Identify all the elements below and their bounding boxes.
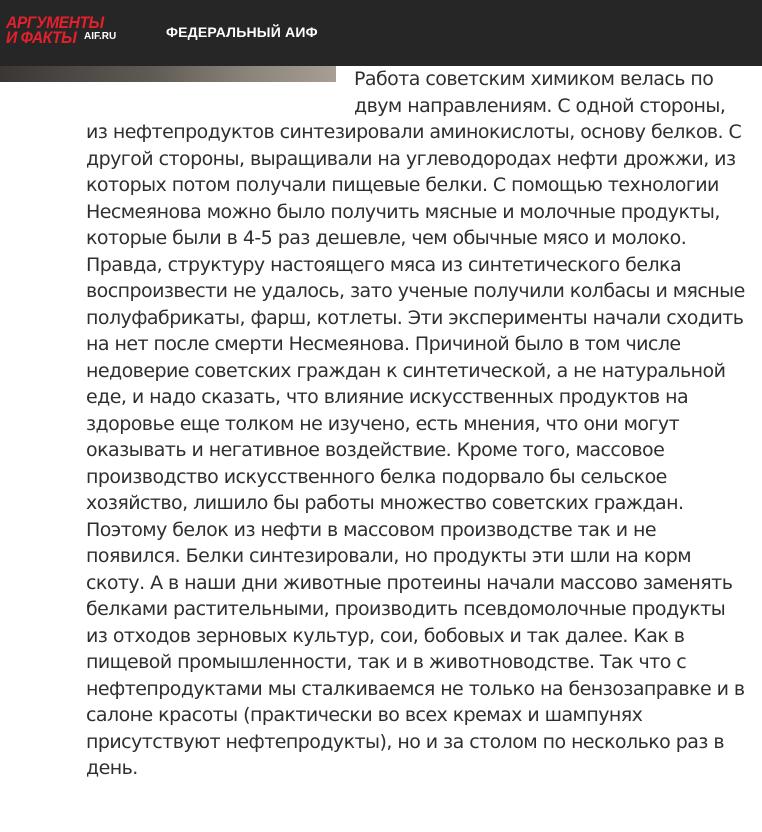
logo-text-argumenty: АРГУМЕНТЫ xyxy=(6,13,104,32)
article-body xyxy=(86,66,748,782)
aif-logo[interactable] xyxy=(6,12,131,46)
section-title-link[interactable]: ФЕДЕРАЛЬНЫЙ АИФ xyxy=(166,24,318,40)
site-header xyxy=(0,0,762,66)
article-paragraph: Работа советским химиком велась по двум направлениям. С одной стороны, из нефтепродуктов синтезировали аминокислоты, основу белков. С другой стороны, выращивали на углеводородах нефти дрожжи, из которых потом получали пищевые белки. С помощью технологии Несмеянова можно было получить мясные и молочные продукты, которые были в 4-5 раз дешевле, чем обычные мясо и молоко. Правда, структуру настоящего мяса из синтетического белка воспроизвести не удалось, зато ученые получили колбасы и мясные полуфабрикаты, фарш, котлеты. Эти эксперименты начали сходить на нет после смерти Несмеянова. Причиной было в том числе недоверие советских граждан к синтетической, а не натуральной еде, и надо сказать, что влияние искусственных продуктов на здоровье еще толком не изучено, есть мнения, что они могут оказывать и негативное воздействие. Кроме того, массовое производство искусственного белка подорвало бы сельское хозяйство, лишило бы работы множество советских граждан. Поэтому белок из нефти в массовом производстве так и не появился. Белки синтезировали, но продукты эти шли на корм скоту. А в наши дни животные протеины начали массово заменять белками растительными, производить псевдомолочные продукты из отходов зерновых культур, сои, бобовых и так далее. Как в пищевой промышленности, так и в животноводстве. Так что с нефтепродуктами мы сталкиваемся не только на бензозаправке и в салоне красоты (практически во всех кремах и шампунях присутствуют нефтепродукты), но и за столом по несколько раз в день. xyxy=(86,68,745,779)
hero-image-edge xyxy=(0,66,336,82)
logo-site-label: AIF.RU xyxy=(84,31,117,42)
logo-text-i-fakty: И ФАКТЫ xyxy=(6,28,77,47)
